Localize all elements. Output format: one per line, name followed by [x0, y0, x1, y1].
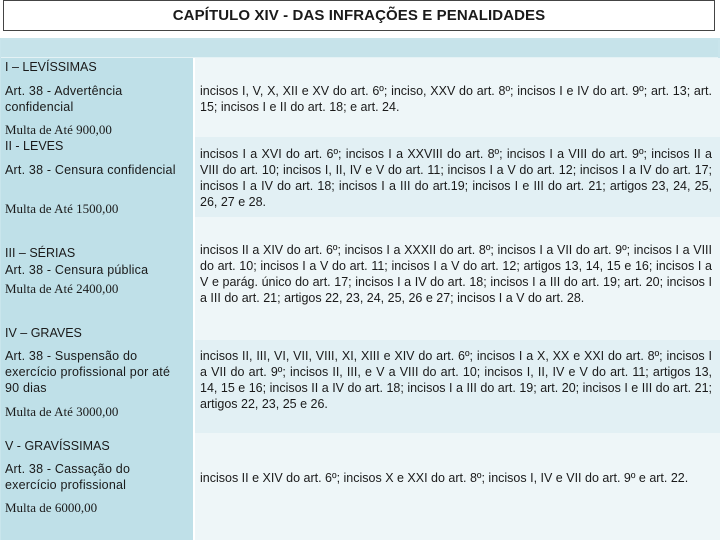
penalty-article-graves: Art. 38 - Suspensão do exercício profissional por até 90 dias [5, 349, 171, 395]
category-label-levissimas: I – LEVÍSSIMAS [5, 60, 97, 74]
infractions-graves: incisos II, III, VI, VII, VIII, XI, XIII e XIV do art. 6º; incisos I a X, XX e XXI do art. 8º; incisos I a VII do art. 9º; incisos II, III, e V a VIII do art. 10; incisos I, II, IV e V do art. 11; artigos 13, 14, 15 e 16; incisos II a IV do art. 18; incisos I a III do art. 19; art. 20; incisos I e III do art. 21; artigos 22, 23, 25 e 26. [200, 349, 712, 411]
fine-graves: Multa de Até 3000,00 [5, 404, 119, 419]
fine-levissimas: Multa de Até 900,00 [5, 122, 112, 137]
infractions-gravissimas: incisos II e XIV do art. 6º; incisos X e XXI do art. 8º; incisos I, IV e VII do art. 9º e art. 22. [200, 471, 689, 485]
penalty-article-serias: Art. 38 - Censura pública [5, 263, 149, 277]
table-header-strip [1, 40, 718, 58]
infractions-levissimas: incisos I, V, X, XII e XV do art. 6º; inciso, XXV do art. 8º; incisos I e IV do art. 9º; art. 13; art. 15; incisos I e II do art. 18; e art. 24. [200, 84, 712, 114]
fine-serias: Multa de Até 2400,00 [5, 281, 119, 296]
penalty-article-gravissimas: Art. 38 - Cassação do exercício profissional [5, 462, 131, 492]
page-title: CAPÍTULO XIV - DAS INFRAÇÕES E PENALIDADES [3, 0, 715, 31]
category-label-serias: III – SÉRIAS [5, 246, 76, 260]
category-label-gravissimas: V - GRAVÍSSIMAS [5, 439, 110, 453]
infractions-serias: incisos II a XIV do art. 6º; incisos I a XXXII do art. 8º; incisos I a VII do art. 9º; incisos I a VIII do art. 10; incisos I a V do art. 11; incisos I a V do art. 12; artigos 13, 14, 15 e 16; incisos I a V e parág. único do art. 17; incisos I a IV do art. 18; incisos I a III do art. 19; art. 20; incisos I a III do art. 21; artigos 22, 23, 24, 25, 26 e 27; incisos I a V do art. 28. [200, 243, 712, 305]
penalty-article-levissimas: Art. 38 - Advertência confidencial [5, 84, 123, 114]
category-label-leves: II - LEVES [5, 139, 64, 153]
penalty-article-leves: Art. 38 - Censura confidencial [5, 163, 176, 177]
infractions-leves: incisos I a XVI do art. 6º; incisos I a XXVIII do art. 8º; incisos I a VIII do art. 9º; incisos II a VIII do art. 10; incisos I, II, IV e V do art. 11; incisos I a V do art. 12; incisos I a IV do art. 17; incisos I a IV do art. 18; incisos I a III do art.19; incisos I e III do art. 21; artigos 23, 24, 25, 26, 27 e 28. [200, 147, 712, 209]
category-label-graves: IV – GRAVES [5, 326, 82, 340]
fine-leves: Multa de Até 1500,00 [5, 201, 119, 216]
row-band-gravissimas [195, 433, 720, 540]
fine-gravissimas: Multa de 6000,00 [5, 500, 98, 515]
